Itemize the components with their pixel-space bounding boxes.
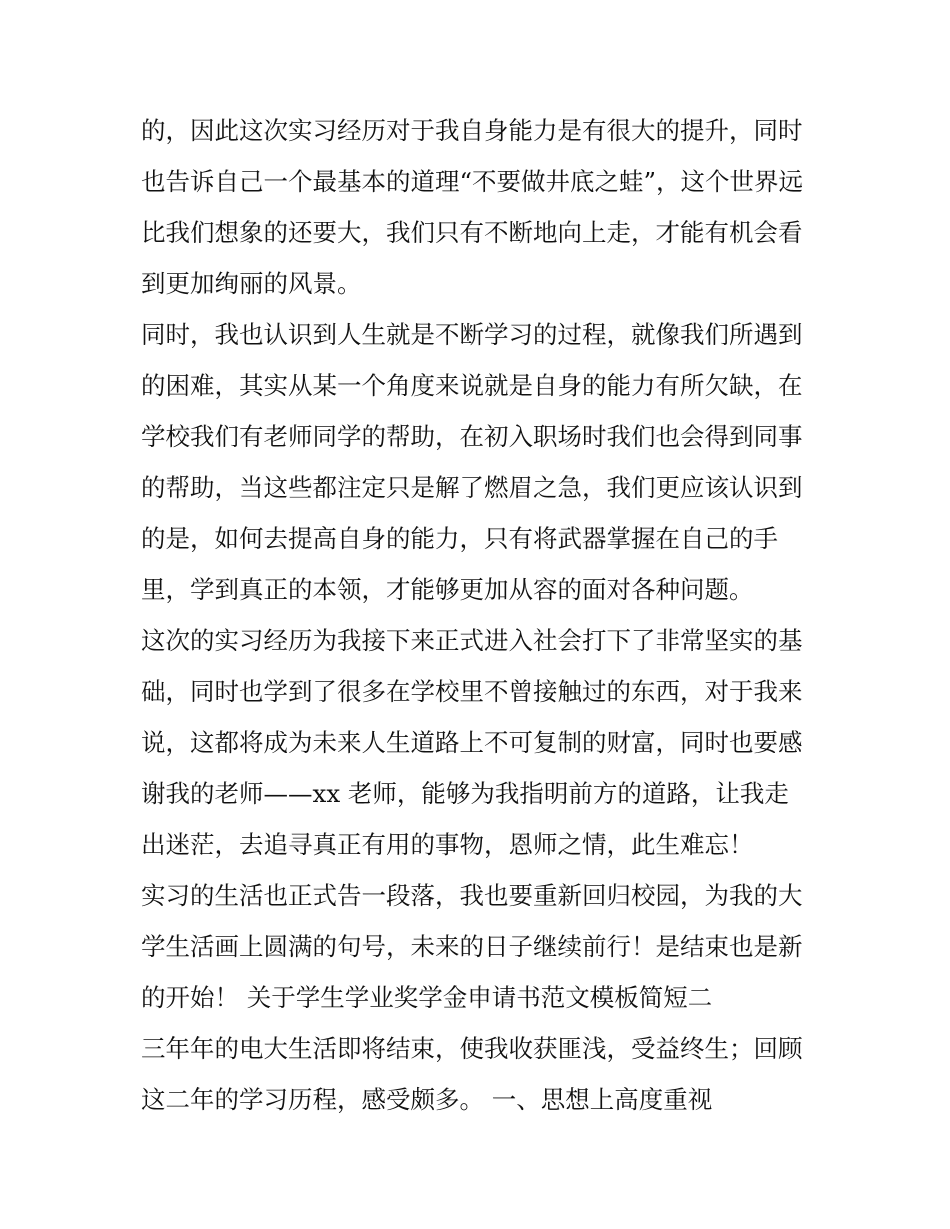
text-line: 出迷茫，去追寻真正有用的事物，恩师之情，此生难忘！ [141, 830, 754, 859]
text-line: 的是，如何去提高自身的能力，只有将武器掌握在自己的手 [141, 524, 778, 553]
text-line: 的，因此这次实习经历对于我自身能力是有很大的提升，同时 [141, 116, 803, 145]
text-line: 学生活画上圆满的句号，未来的日子继续前行！是结束也是新 [141, 932, 803, 961]
text-line: 同时，我也认识到人生就是不断学习的过程，就像我们所遇到 [141, 320, 803, 349]
text-line: 学校我们有老师同学的帮助，在初入职场时我们也会得到同事 [141, 422, 803, 451]
text-line: 这次的实习经历为我接下来正式进入社会打下了非常坚实的基 [141, 626, 803, 655]
text-line: 到更加绚丽的风景。 [141, 269, 362, 298]
text-line: 这二年的学习历程，感受颇多。 一、思想上高度重视 [141, 1085, 713, 1114]
text-line: 谢我的老师——xx 老师，能够为我指明前方的道路，让我走 [141, 779, 789, 808]
text-line: 的困难，其实从某一个角度来说就是自身的能力有所欠缺，在 [141, 371, 803, 400]
text-line: 三年年的电大生活即将结束，使我收获匪浅，受益终生；回顾 [141, 1034, 803, 1063]
text-line: 说，这都将成为未来人生道路上不可复制的财富，同时也要感 [141, 728, 803, 757]
text-line: 比我们想象的还要大，我们只有不断地向上走，才能有机会看 [141, 218, 803, 247]
text-line: 础，同时也学到了很多在学校里不曾接触过的东西，对于我来 [141, 677, 803, 706]
body-text [141, 105, 821, 1125]
text-line: 里，学到真正的本领，才能够更加从容的面对各种问题。 [141, 575, 754, 604]
text-line: 也告诉自己一个最基本的道理“不要做井底之蛙”，这个世界远 [141, 167, 804, 196]
text-line: 的帮助，当这些都注定只是解了燃眉之急，我们更应该认识到 [141, 473, 803, 502]
text-line: 实习的生活也正式告一段落，我也要重新回归校园，为我的大 [141, 881, 803, 910]
text-line: 的开始！ 关于学生学业奖学金申请书范文模板简短二 [141, 983, 713, 1012]
